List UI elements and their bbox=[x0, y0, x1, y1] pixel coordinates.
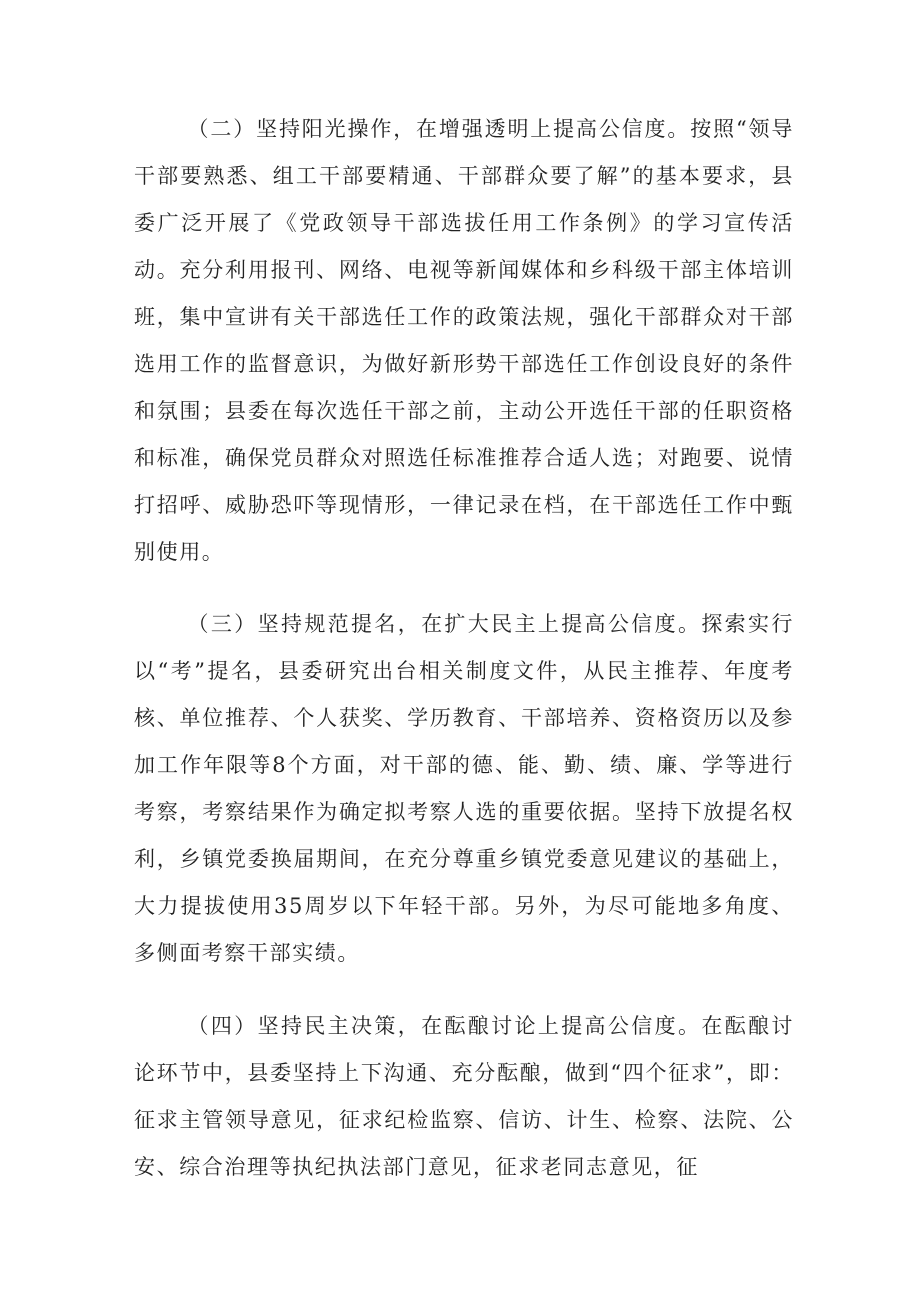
paragraph-open-operation: （二）坚持阳光操作，在增强透明上提高公信度。按照“领导干部要熟悉、组工干部要精通、干部群众要了解”的基本要求，县委广泛开展了《党政领导干部选拔任用工作条例》的学习宣传活动。充分利用报刊、网络、电视等新闻媒体和乡科级干部主体培训班，集中宣讲有关干部选任工作的政策法规，强化干部群众对干部选用工作的监督意识，为做好新形势干部选任工作创设良好的条件和氛围；县委在每次选任干部之前，主动公开选任干部的任职资格和标准，确保党员群众对照选任标准推荐合适人选；对跑要、说情打招呼、威胁恐吓等现情形，一律记录在档，在干部选任工作中甄别使用。 bbox=[134, 117, 794, 564]
paragraph-standard-nomination: （三）坚持规范提名，在扩大民主上提高公信度。探索实行以“考”提名，县委研究出台相关制度文件，从民主推荐、年度考核、单位推荐、个人获奖、学历教育、干部培养、资格资历以及参加工作年限等8个方面，对干部的德、能、勤、绩、廉、学等进行考察，考察结果作为确定拟考察人选的重要依据。坚持下放提名权利，乡镇党委换届期间，在充分尊重乡镇党委意见建议的基础上，大力提拔使用35周岁以下年轻干部。另外，为尽可能地多角度、多侧面考察干部实绩。 bbox=[134, 612, 794, 965]
paragraph-democratic-decision: （四）坚持民主决策，在酝酿讨论上提高公信度。在酝酿讨论环节中，县委坚持上下沟通、充分酝酿，做到“四个征求”，即：征求主管领导意见，征求纪检监察、信访、计生、检察、法院、公安、综合治理等执纪执法部门意见，征求老同志意见，征 bbox=[134, 1014, 794, 1179]
